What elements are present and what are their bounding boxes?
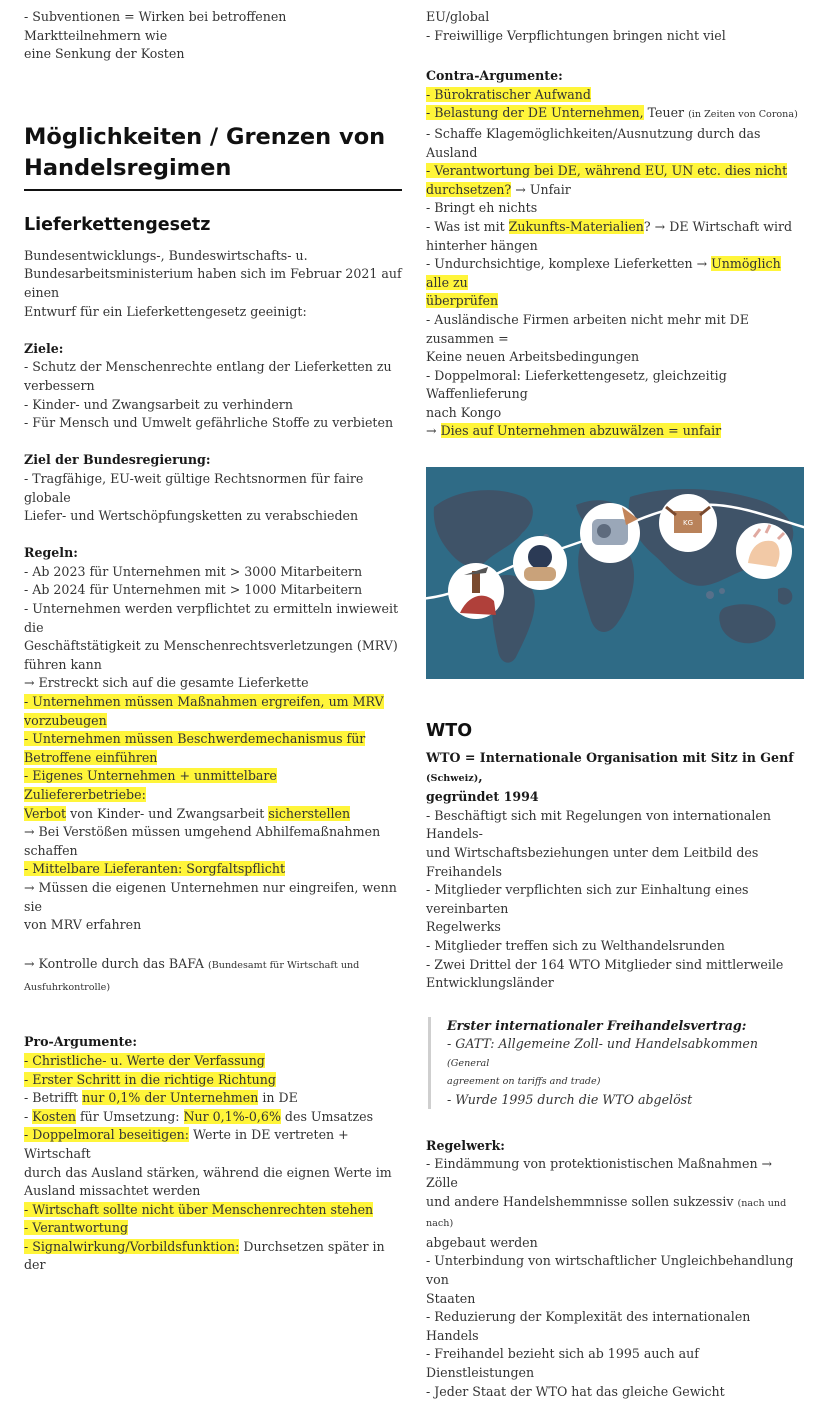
chain-circle-packaging <box>659 494 717 552</box>
list-item: durchsetzen? → Unfair <box>426 181 804 200</box>
chain-circle-textile <box>580 503 640 563</box>
list-item: - Undurchsichtige, komplexe Lieferketten → Unmöglich alle zu <box>426 255 804 292</box>
contra-title: Contra-Argumente: <box>426 67 804 86</box>
regeln-title: Regeln: <box>24 544 402 563</box>
list-item: - Unterbindung von wirtschaftlicher Ungleichbehandlung von <box>426 1252 804 1289</box>
list-item: - Kosten für Umsetzung: Nur 0,1%-0,6% des Umsatzes <box>24 1108 402 1127</box>
right-column <box>426 8 804 1401</box>
list-item: Verbot von Kinder- und Zwangsarbeit sicherstellen <box>24 805 402 824</box>
list-item: - Doppelmoral: Lieferkettengesetz, gleichzeitig Waffenlieferung <box>426 367 804 404</box>
list-item: verbessern <box>24 377 402 396</box>
list-item: - Zwei Drittel der 164 WTO Mitglieder sind mittlerweile <box>426 956 804 975</box>
lkg-intro: Entwurf für ein Lieferkettengesetz geeinigt: <box>24 303 402 322</box>
list-item: - Freihandel bezieht sich ab 1995 auch auf Dienstleistungen <box>426 1345 804 1382</box>
list-item: → Erstreckt sich auf die gesamte Lieferkette <box>24 674 402 693</box>
list-item: - Wurde 1995 durch die WTO abgelöst <box>447 1091 804 1109</box>
list-item: - Schutz der Menschenrechte entlang der Lieferketten zu <box>24 358 402 377</box>
list-item: - Was ist mit Zukunfts-Materialien? → DE Wirtschaft wird <box>426 218 804 237</box>
list-item: - Jeder Staat der WTO hat das gleiche Gewicht <box>426 1383 804 1401</box>
list-item: - Bürokratischer Aufwand <box>426 86 804 105</box>
list-item: - Ausländische Firmen arbeiten nicht mehr mit DE zusammen = <box>426 311 804 348</box>
ziele-title: Ziele: <box>24 340 402 359</box>
list-item: schaffen <box>24 842 402 861</box>
list-item: - Verantwortung bei DE, während EU, UN etc. dies nicht <box>426 162 804 181</box>
list-item: → Müssen die eigenen Unternehmen nur eingreifen, wenn sie <box>24 879 402 916</box>
list-item: - Mitglieder verpflichten sich zur Einhaltung eines vereinbarten <box>426 881 804 918</box>
gatt-quote-block <box>428 1017 804 1109</box>
chain-circle-mining <box>448 563 504 619</box>
left-column <box>24 8 402 1275</box>
intro-line: - Subventionen = Wirken bei betroffenen Marktteilnehmern wie <box>24 8 402 45</box>
wto-definition: WTO = Internationale Organisation mit Sitz in Genf (Schweiz), <box>426 749 804 788</box>
chain-circle-consumer <box>736 523 792 579</box>
kontrolle-line: → Kontrolle durch das BAFA (Bundesamt für Wirtschaft und <box>24 953 402 977</box>
list-item: Staaten <box>426 1290 804 1309</box>
list-item: - Betrifft nur 0,1% der Unternehmen in DE <box>24 1089 402 1108</box>
lkg-intro: Bundesentwicklungs-, Bundeswirtschafts- u. <box>24 247 402 266</box>
list-item: Geschäftstätigkeit zu Menschenrechtsverletzungen (MRV) <box>24 637 402 656</box>
list-item: Keine neuen Arbeitsbedingungen <box>426 348 804 367</box>
list-item: - Eigenes Unternehmen + unmittelbare Zuliefererbetriebe: <box>24 767 402 804</box>
list-item: Liefer- und Wertschöpfungsketten zu verabschieden <box>24 507 402 526</box>
box-label: KG <box>683 519 693 527</box>
wto-definition: gegründet 1994 <box>426 788 804 807</box>
list-item: - Unternehmen werden verpflichtet zu ermitteln inwieweit die <box>24 600 402 637</box>
list-item: führen kann <box>24 656 402 675</box>
wto-heading: WTO <box>426 719 804 743</box>
list-item: vorzubeugen <box>24 712 402 731</box>
list-item: durch das Ausland stärken, während die eignen Werte im <box>24 1164 402 1183</box>
list-item: hinterher hängen <box>426 237 804 256</box>
list-item: - Christliche- u. Werte der Verfassung <box>24 1052 402 1071</box>
list-item: - Schaffe Klagemöglichkeiten/Ausnutzung durch das Ausland <box>426 125 804 162</box>
list-item: - Belastung der DE Unternehmen, Teuer (in Zeiten von Corona) <box>426 104 804 125</box>
text-line: - Freiwillige Verpflichtungen bringen nicht viel <box>426 27 804 46</box>
list-item: - Reduzierung der Komplexität des internationalen Handels <box>426 1308 804 1345</box>
list-item: - Signalwirkung/Vorbildsfunktion: Durchsetzen später in der <box>24 1238 402 1275</box>
list-item: Betroffene einführen <box>24 749 402 768</box>
list-item: - Ab 2024 für Unternehmen mit > 1000 Mitarbeitern <box>24 581 402 600</box>
text-line: EU/global <box>426 8 804 27</box>
list-item: und Wirtschaftsbeziehungen unter dem Leitbild des Freihandels <box>426 844 804 881</box>
list-item: Ausland missachtet werden <box>24 1182 402 1201</box>
list-item: - Mitglieder treffen sich zu Welthandelsrunden <box>426 937 804 956</box>
main-heading: Möglichkeiten / Grenzen von Handelsregimen <box>24 122 402 191</box>
list-item: - Unternehmen müssen Maßnahmen ergreifen, um MRV <box>24 693 402 712</box>
list-item: von MRV erfahren <box>24 916 402 935</box>
list-item: → Bei Verstößen müssen umgehend Abhilfemaßnahmen <box>24 823 402 842</box>
chain-circle-cotton <box>513 536 567 590</box>
list-item: Entwicklungsländer <box>426 974 804 993</box>
pro-title: Pro-Argumente: <box>24 1033 402 1052</box>
ziel-bundesregierung-title: Ziel der Bundesregierung: <box>24 451 402 470</box>
list-item: agreement on tariffs and trade) <box>447 1073 804 1091</box>
list-item: - Doppelmoral beseitigen: Werte in DE vertreten + Wirtschaft <box>24 1126 402 1163</box>
list-item: - Verantwortung <box>24 1219 402 1238</box>
lieferkettengesetz-heading: Lieferkettengesetz <box>24 213 402 237</box>
list-item: - Ab 2023 für Unternehmen mit > 3000 Mitarbeitern <box>24 563 402 582</box>
intro-line: eine Senkung der Kosten <box>24 45 402 64</box>
list-item: abgebaut werden <box>426 1234 804 1253</box>
list-item: - Bringt eh nichts <box>426 199 804 218</box>
regelwerk-title: Regelwerk: <box>426 1137 804 1156</box>
list-item: und andere Handelshemmnisse sollen sukzessiv (nach und nach) <box>426 1193 804 1234</box>
list-item: - Beschäftigt sich mit Regelungen von internationalen Handels- <box>426 807 804 844</box>
list-item: nach Kongo <box>426 404 804 423</box>
list-item: - Wirtschaft sollte nicht über Menschenrechten stehen <box>24 1201 402 1220</box>
list-item: - Erster Schritt in die richtige Richtung <box>24 1071 402 1090</box>
list-item: - Mittelbare Lieferanten: Sorgfaltspflicht <box>24 860 402 879</box>
list-item: - GATT: Allgemeine Zoll- und Handelsabkommen (General <box>447 1035 804 1073</box>
list-item: - Für Mensch und Umwelt gefährliche Stoffe zu verbieten <box>24 414 402 433</box>
list-item: - Kinder- und Zwangsarbeit zu verhindern <box>24 396 402 415</box>
list-item: - Unternehmen müssen Beschwerdemechanismus für <box>24 730 402 749</box>
list-item: → Dies auf Unternehmen abzuwälzen = unfair <box>426 422 804 441</box>
list-item: - Tragfähige, EU-weit gültige Rechtsnormen für faire globale <box>24 470 402 507</box>
list-item: Regelwerks <box>426 918 804 937</box>
kontrolle-line: Ausfuhrkontrolle) <box>24 977 402 999</box>
supply-chain-world-map-illustration <box>426 467 804 679</box>
list-item: - Eindämmung von protektionistischen Maßnahmen → Zölle <box>426 1155 804 1192</box>
lkg-intro: Bundesarbeitsministerium haben sich im Februar 2021 auf einen <box>24 265 402 302</box>
quote-title: Erster internationaler Freihandelsvertrag: <box>447 1017 804 1035</box>
list-item: überprüfen <box>426 292 804 311</box>
